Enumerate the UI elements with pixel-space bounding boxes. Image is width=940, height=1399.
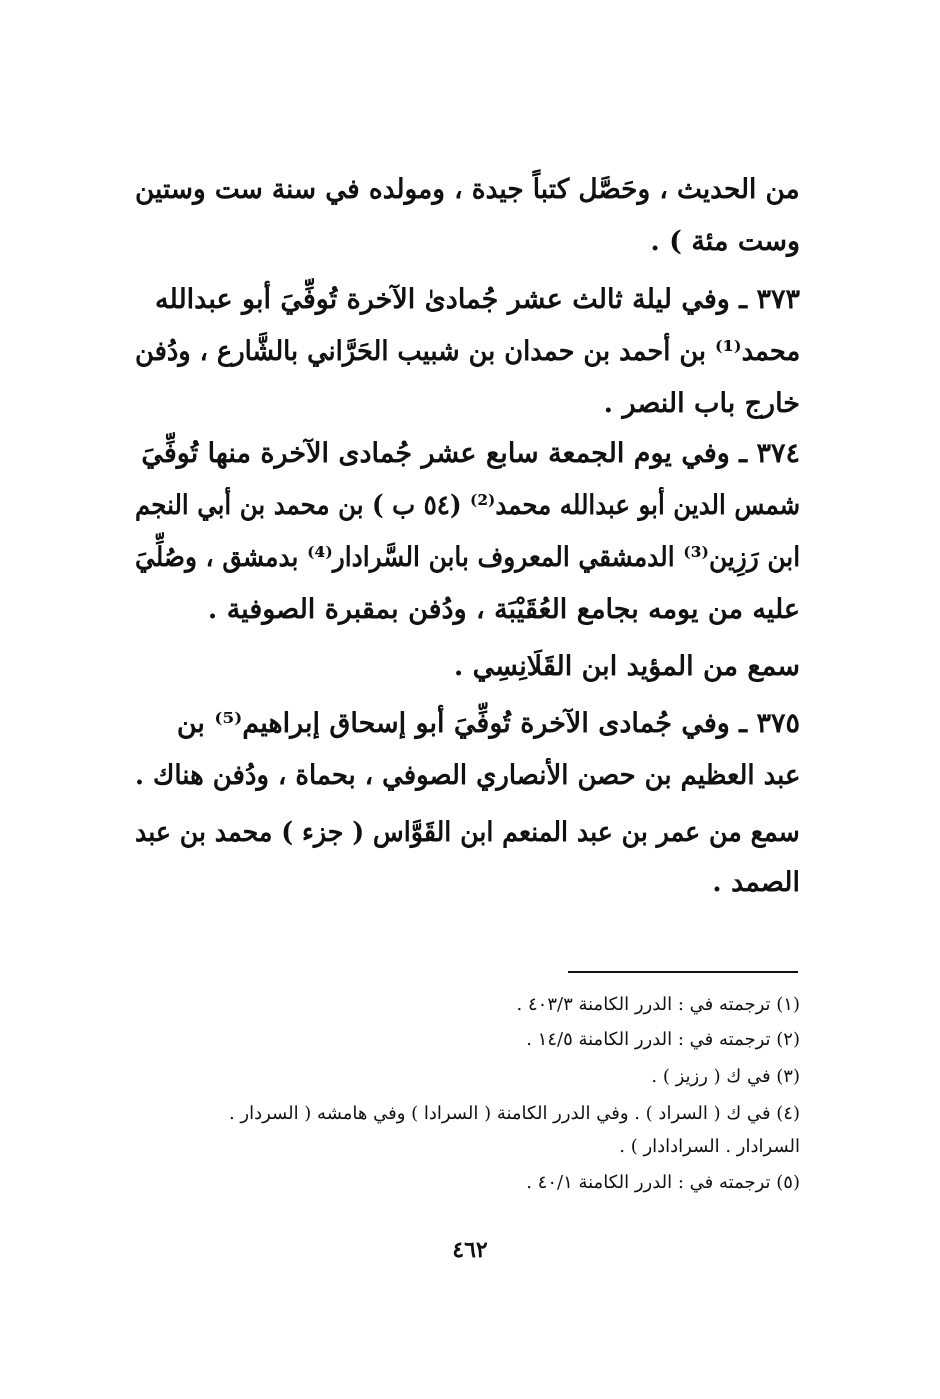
text-line: الصمد . [712,867,800,898]
text-line: شمس الدين أبو عبدالله محمد⁽²⁾ (٥٤ ب ) بن محمد بن أبي النجم [134,490,800,521]
text-line: محمد⁽¹⁾ بن أحمد بن حمدان بن شبيب الحَرَّاني بالشَّارع ، ودُفن [134,336,800,367]
text-line: سمع من المؤيد ابن القَلَانِسِي . [453,651,800,682]
text-line: ٣٧٥ ـ وفي جُمادى الآخرة تُوفِّيَ أبو إسحاق إبراهيم⁽⁵⁾ بن [176,708,800,739]
footnote: السرادار . السرادادار ) . [619,1136,800,1157]
text-line: سمع من عمر بن عبد المنعم ابن القَوَّاس ( جزء ) محمد بن عبد [135,817,800,848]
footnote-separator [568,971,798,973]
text-line: خارج باب النصر . [603,388,800,419]
text-line: وست مئة ) . [650,226,800,257]
footnote: (٢) ترجمته في : الدرر الكامنة ١٤/٥ . [526,1029,800,1050]
footnote: (٤) في ك ( السراد ) . وفي الدرر الكامنة ( السرادا ) وفي هامشه ( السردار . [228,1103,800,1124]
text-line: عليه من يومه بجامع العُقَيْبَة ، ودُفن بمقبرة الصوفية . [207,594,800,625]
footnote: (٣) في ك ( رزيز ) . [651,1066,800,1087]
text-line: ٣٧٣ ـ وفي ليلة ثالث عشر جُمادىٰ الآخرة تُوفِّيَ أبو عبدالله [155,284,800,315]
text-line: ٣٧٤ ـ وفي يوم الجمعة سابع عشر جُمادى الآخرة منها تُوفِّيَ [141,438,800,469]
text-line: ابن رَزِين⁽³⁾ الدمشقي المعروف بابن السَّرادار⁽⁴⁾ بدمشق ، وصُلِّيَ [134,542,800,573]
text-line: عبد العظيم بن حصن الأنصاري الصوفي ، بحماة ، ودُفن هناك . [134,760,800,791]
page-number: ٤٦٢ [452,1237,488,1263]
footnote: (٥) ترجمته في : الدرر الكامنة ٤٠/١ . [526,1172,800,1193]
text-line: من الحديث ، وحَصَّل كتباً جيدة ، ومولده في سنة ست وستين [135,174,800,205]
footnote: (١) ترجمته في : الدرر الكامنة ٤٠٣/٣ . [516,994,800,1015]
